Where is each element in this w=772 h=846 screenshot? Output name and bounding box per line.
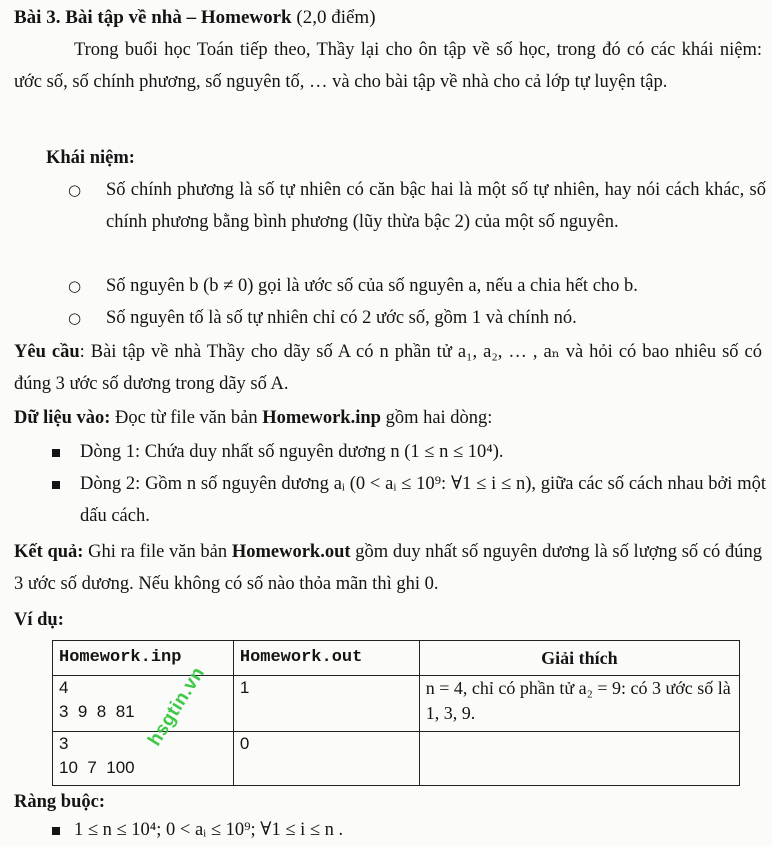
cell-explain: [419, 676, 739, 732]
requirement-label: Yêu cầu: [14, 342, 80, 362]
input-filename: Homework.inp: [262, 408, 381, 428]
cell-inp: [53, 732, 234, 786]
input-line-text: Dòng 1: Chứa duy nhất số nguyên dương n (1 ≤ n ≤ 10⁴).: [80, 442, 504, 462]
concepts-heading: Khái niệm:: [46, 148, 135, 168]
output-label: Kết quả:: [14, 542, 84, 562]
example-heading: Ví dụ:: [14, 610, 64, 630]
constraint-text: 1 ≤ n ≤ 10⁴; 0 < aᵢ ≤ 10⁹; ∀1 ≤ i ≤ n .: [74, 820, 344, 840]
input-label: Dữ liệu vào:: [14, 408, 111, 428]
cell-out-text: 1: [239, 678, 250, 697]
cell-out: [233, 732, 419, 786]
input-paragraph: [14, 402, 762, 434]
concept-item-text: Số nguyên b (b ≠ 0) gọi là ước số của số nguyên a, nếu a chia hết cho b.: [106, 276, 638, 296]
cell-inp-text: 4 3 9 8 81: [59, 678, 135, 721]
circle-bullet-icon: ○: [68, 277, 82, 295]
example-header-row: [53, 641, 740, 676]
problem-points: (2,0 điểm): [291, 7, 376, 28]
circle-bullet-icon: ○: [68, 309, 82, 327]
problem-title: [14, 2, 376, 34]
col-header-out: Homework.out: [233, 641, 419, 676]
constraints-heading: Ràng buộc:: [14, 792, 105, 812]
col-header-explain: Giải thích: [419, 641, 739, 676]
requirement-text: : Bài tập về nhà Thầy cho dãy số A có n phần tử a₁, a₂, … , aₙ và hỏi có bao nhiêu số có đúng 3 ước số dương trong dãy số A.: [14, 342, 762, 394]
output-text-after: gồm duy nhất số nguyên dương là số lượng số có đúng 3 ước số dương. Nếu không có số nào thỏa mãn thì ghi 0.: [14, 542, 763, 594]
square-bullet-icon: [52, 449, 60, 457]
watermark-text: hsgtin.vn: [144, 663, 210, 750]
col-header-inp: Homework.inp: [53, 641, 234, 676]
cell-explain-text: n = 4, chỉ có phần tử a₂ = 9: có 3 ước số là 1, 3, 9.: [425, 678, 731, 723]
cell-out-text: 0: [239, 734, 250, 753]
intro-paragraph: Trong buổi học Toán tiếp theo, Thầy lại cho ôn tập về số học, trong đó có các khái niệm: ước số, số chính phương, số nguyên tố, … và cho bài tập về nhà cho cả lớp tự luyện tập.: [14, 40, 762, 92]
cell-inp-text: 3 10 7 100: [59, 734, 135, 777]
concept-item-text: Số nguyên tố là số tự nhiên chỉ có 2 ước số, gồm 1 và chính nó.: [106, 308, 577, 328]
input-line-text: Dòng 2: Gồm n số nguyên dương aᵢ (0 < aᵢ ≤ 10⁹: ∀1 ≤ i ≤ n), giữa các số cách nhau bởi một dấu cách.: [80, 474, 766, 526]
input-text-before: Đọc từ file văn bản: [110, 408, 263, 428]
cell-explain: [419, 732, 739, 786]
output-filename: Homework.out: [231, 542, 351, 562]
cell-out: [233, 676, 419, 732]
square-bullet-icon: [52, 827, 60, 835]
requirement-paragraph: [14, 336, 762, 400]
output-text-before: Ghi ra file văn bản: [83, 542, 232, 562]
input-text-after: gồm hai dòng:: [380, 408, 493, 428]
problem-title-text: Bài 3. Bài tập về nhà – Homework: [14, 7, 292, 28]
circle-bullet-icon: ○: [68, 181, 82, 199]
square-bullet-icon: [52, 481, 60, 489]
concept-item-text: Số chính phương là số tự nhiên có căn bậc hai là một số tự nhiên, hay nói cách khác, số chính phương bằng bình phương (lũy thừa bậc 2) của một số nguyên.: [106, 180, 766, 232]
output-paragraph: [14, 536, 762, 600]
